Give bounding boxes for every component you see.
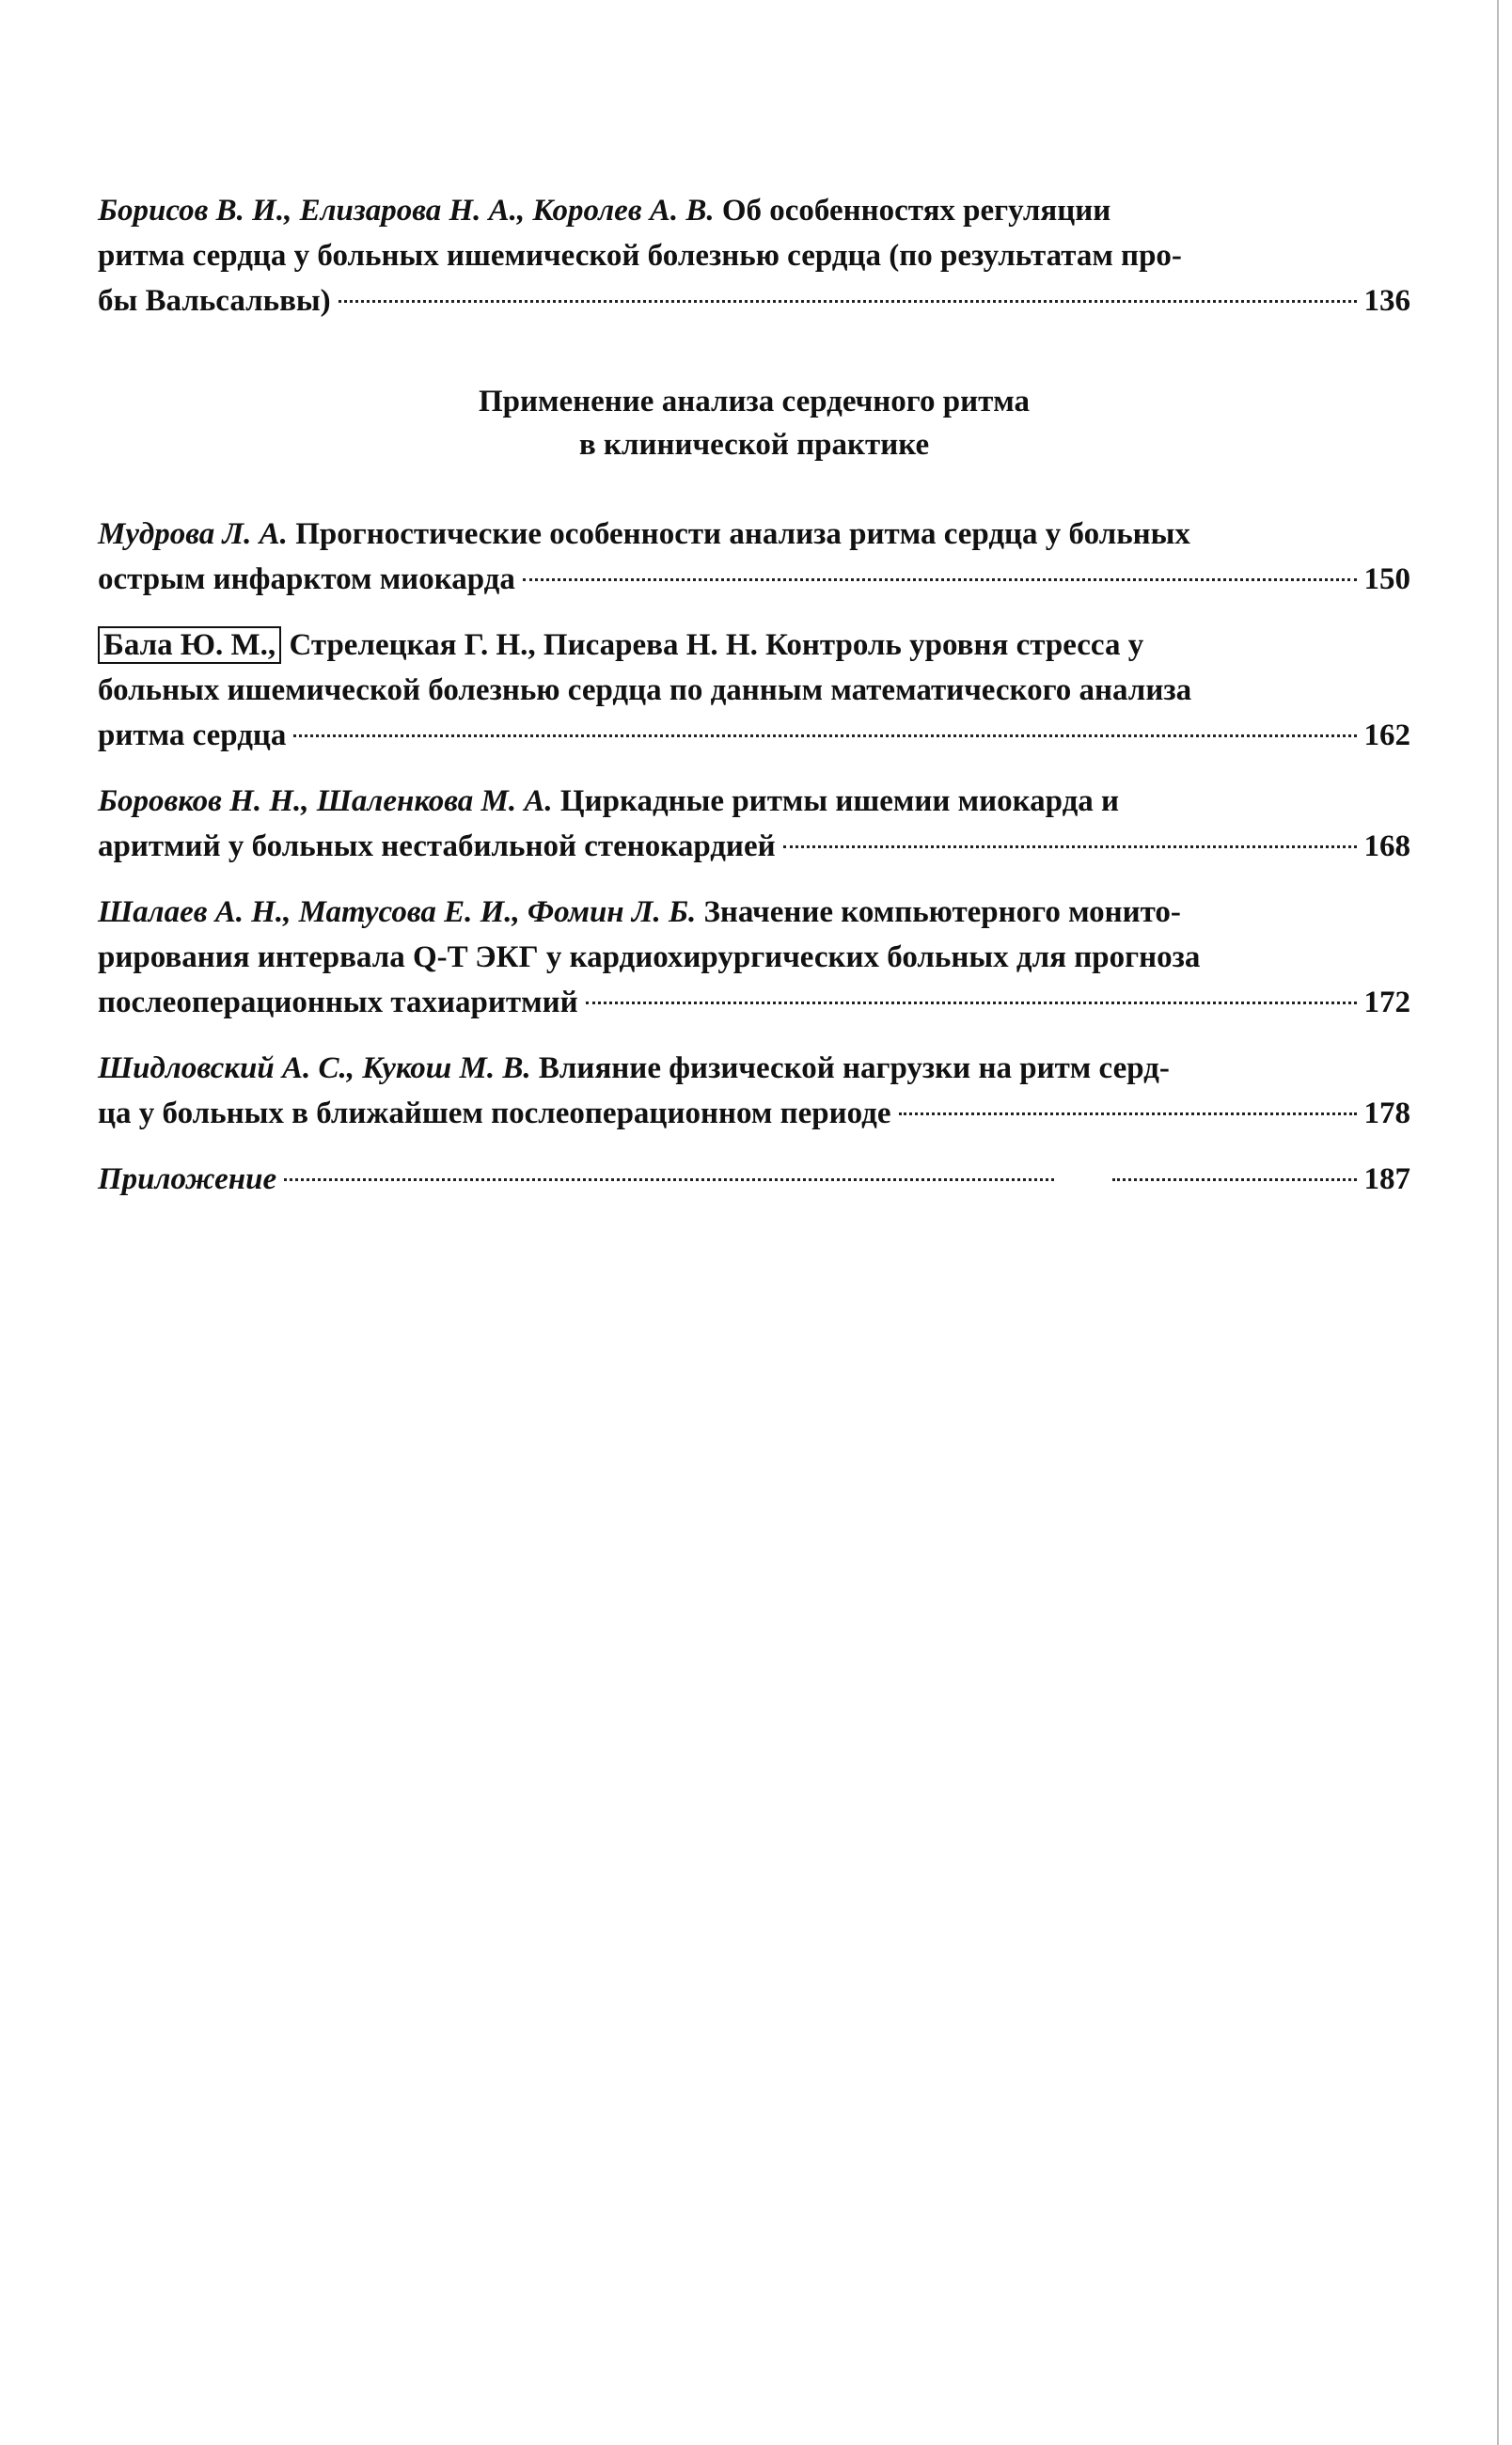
toc-entry-appendix [98, 1157, 1410, 1202]
entry-title-line: Контроль уровня стресса у [765, 628, 1144, 662]
dot-leader [1112, 1178, 1357, 1181]
entry-title-line: Влияние физической нагрузки на ритм серд- [538, 1051, 1170, 1085]
entry-authors: Мудрова Л. А. [98, 517, 288, 551]
entry-authors: Боровков Н. Н., Шаленкова М. А. [98, 784, 553, 818]
page-number: 168 [1363, 829, 1410, 863]
section-heading [98, 380, 1410, 466]
toc-entry-bala [98, 623, 1410, 758]
dot-leader [523, 578, 1357, 581]
section-heading-line: Применение анализа сердечного ритма [478, 385, 1031, 418]
toc-entry-mudrova [98, 512, 1410, 602]
page-edge-line [1497, 0, 1499, 2445]
entry-title-line: Значение компьютерного монито- [703, 895, 1181, 929]
dot-leader [899, 1112, 1357, 1115]
entry-title-line: Циркадные ритмы ишемии миокарда и [559, 784, 1120, 818]
entry-title-line: ритма сердца у больных ишемической болезнью сердца (по результатам про- [98, 239, 1182, 273]
page-number: 162 [1363, 718, 1410, 752]
page-number: 187 [1363, 1162, 1410, 1196]
entry-title-last-line: послеоперационных тахиаритмий [98, 986, 578, 1019]
toc-entry-shidlovsky [98, 1046, 1410, 1136]
entry-title-last-line: аритмий у больных нестабильной стенокардией [98, 829, 776, 863]
dot-leader [783, 845, 1357, 848]
entry-title-line: больных ишемической болезнью сердца по данным математического анализа [98, 673, 1192, 707]
toc-entry-shalaev [98, 890, 1410, 1025]
highlighted-author-box: Бала Ю. М., [98, 626, 281, 664]
appendix-label: Приложение [98, 1162, 277, 1196]
entry-title-last-line: ца у больных в ближайшем послеоперационном периоде [98, 1096, 891, 1130]
entry-title-line: Прогностические особенности анализа ритма сердца у больных [295, 517, 1190, 551]
toc-entry-borovkov [98, 779, 1410, 869]
dot-leader [586, 1002, 1357, 1004]
dot-leader [293, 734, 1356, 737]
dot-leader [339, 300, 1357, 303]
page-number: 178 [1363, 1096, 1410, 1130]
page-number: 136 [1363, 284, 1410, 318]
toc-entry-borisov [98, 188, 1410, 323]
entry-authors: Шалаев А. Н., Матусова Е. И., Фомин Л. Б. [98, 895, 697, 929]
entry-title-line: рирования интервала Q-T ЭКГ у кардиохирургических больных для прогноза [98, 940, 1201, 974]
entry-authors: Борисов В. И., Елизарова Н. А., Королев А. В. [98, 194, 715, 228]
section-heading-line: в клинической практике [578, 428, 930, 462]
entry-title-last-line: бы Вальсальвы) [98, 284, 331, 318]
entry-authors: Стрелецкая Г. Н., Писарева Н. Н. [289, 628, 758, 662]
page-number: 172 [1363, 986, 1410, 1019]
table-of-contents [98, 188, 1410, 1222]
entry-title-line: Об особенностях регуляции [721, 194, 1111, 228]
entry-title-last-line: ритма сердца [98, 718, 287, 752]
dot-leader [284, 1178, 1053, 1181]
page-number: 150 [1363, 562, 1410, 596]
entry-authors: Шидловский А. С., Кукош М. В. [98, 1051, 531, 1085]
entry-title-last-line: острым инфарктом миокарда [98, 562, 515, 596]
